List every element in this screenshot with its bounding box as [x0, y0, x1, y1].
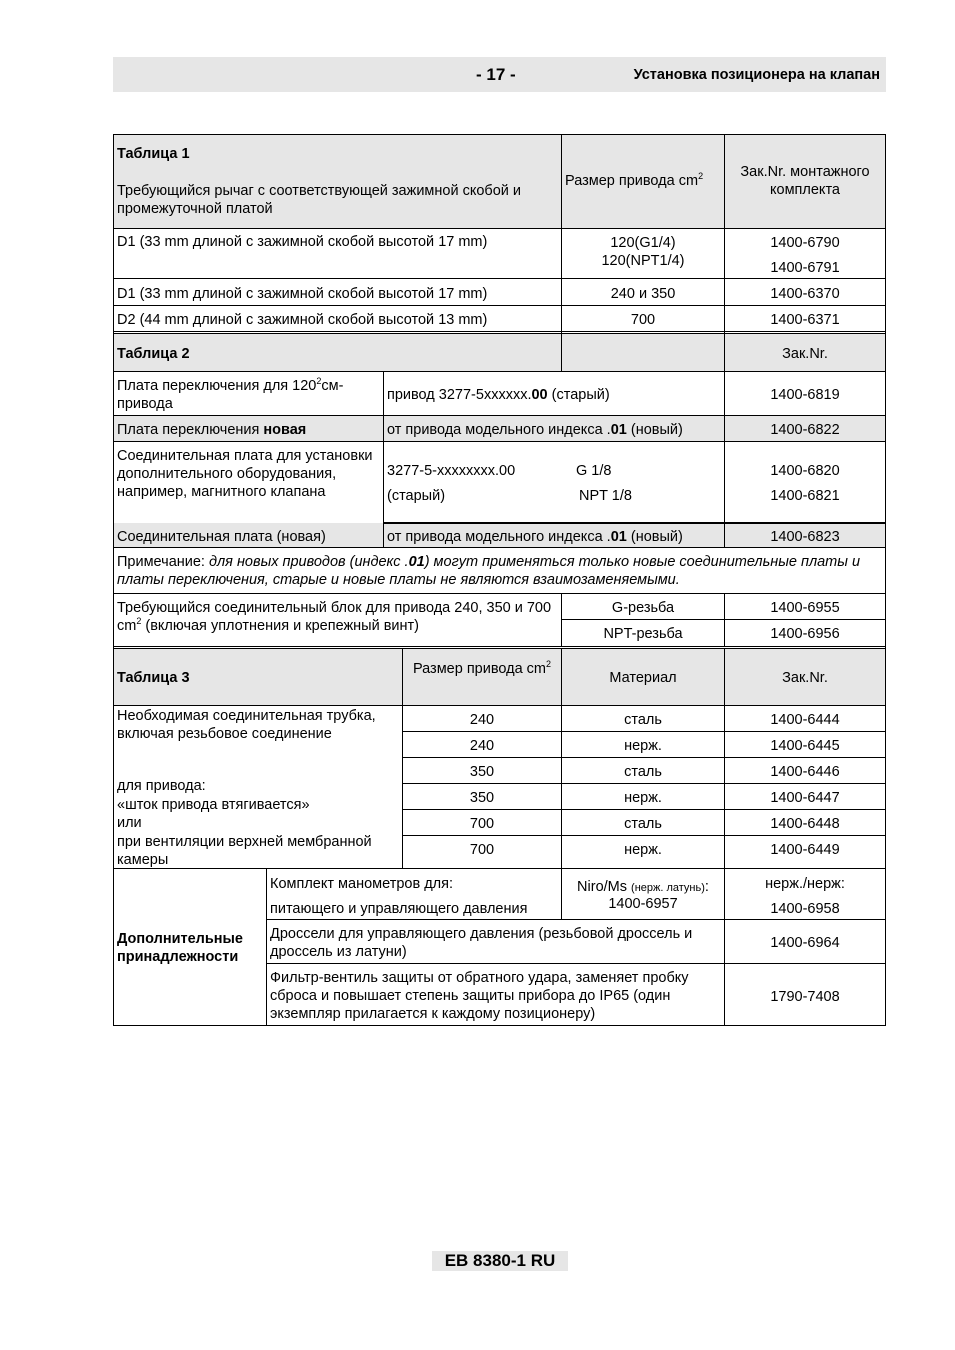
t2-r3-thread2: NPT 1/8: [579, 488, 632, 504]
t1-row1-nr2: 1400-6791: [770, 260, 840, 276]
acc-throttle-nr: 1400-6964: [770, 935, 840, 951]
acc-ss: нерж./нерж:: [765, 876, 845, 892]
t1-col-size: Размер привода $cm^2$: [565, 171, 704, 189]
t3-row1-size: 240: [469, 712, 495, 728]
t2-block-text: Требующийся соединительный блок для привода 240, 350 и 700 $cm^2$ (включая уплотнения и крепежный винт): [117, 600, 552, 634]
t1-row1-size2: 120(NPT1/4): [601, 253, 685, 269]
t3-col-size: Размер привода $cm^2$: [412, 659, 552, 677]
t2-r3-nr2: 1400-6821: [770, 488, 840, 504]
t3-desc-stem: «шток привода втягивается»: [117, 797, 310, 813]
acc-ss-nr: 1400-6958: [770, 901, 840, 917]
t2-r1-item: Плата переключения для $120^2см$-привода: [117, 376, 344, 412]
t3-row4-nr: 1400-6447: [770, 790, 840, 806]
t1-col-kit: Зак.Nr. монтажного комплекта: [740, 164, 870, 198]
t3-desc-vent: при вентиляции верхней мембранной камеры: [117, 834, 372, 868]
t2-r3-item: Соединительная плата для установки дополнительного оборудования, например, магнитного клапана: [117, 448, 373, 500]
t3-col-nr: Зак.Nr.: [782, 670, 828, 686]
t1-row3-lever: D2 (44 mm длиной с зажимной скобой высотой 13 mm): [117, 312, 488, 328]
t1-row2-size: 240 и 350: [610, 286, 676, 302]
t3-col-material: Материал: [609, 670, 677, 686]
t1-row3-size: 700: [630, 312, 656, 328]
t2-block-g-nr: 1400-6955: [770, 600, 840, 616]
t3-row3-material: сталь: [624, 764, 662, 780]
t3-title: Таблица 3: [117, 670, 190, 686]
t2-r1-drive: привод 3277-5xxxxxx.00 (старый): [387, 387, 610, 403]
t2-r3-nr1: 1400-6820: [770, 463, 840, 479]
t3-row6-size: 700: [469, 842, 495, 858]
t1-row2-lever: D1 (33 mm длиной с зажимной скобой высотой 17 mm): [117, 286, 488, 302]
t2-r2-item: Плата переключения новая: [117, 422, 307, 438]
t1-row3-nr: 1400-6371: [770, 312, 840, 328]
t2-r2-nr: 1400-6822: [770, 422, 840, 438]
t1-title: Таблица 1: [117, 146, 190, 162]
t3-row2-material: нерж.: [624, 738, 662, 754]
t1-row1-nr1: 1400-6790: [770, 235, 840, 251]
t3-row1-nr: 1400-6444: [770, 712, 840, 728]
page-header-title: Установка позиционера на клапан: [633, 67, 880, 83]
t3-row4-size: 350: [469, 790, 495, 806]
t2-r4-nr: 1400-6823: [770, 529, 840, 545]
document-code: EB 8380-1 RU: [432, 1251, 568, 1271]
t2-note: Примечание: для новых приводов (индекс .01) могут применяться только новые соединительные платы и платы переключения, старые и новые платы не являются взаимозаменяемыми.: [117, 554, 861, 588]
t3-row5-size: 700: [469, 816, 495, 832]
t2-r4-item: Соединительная плата (новая): [117, 529, 326, 545]
t3-row2-nr: 1400-6445: [770, 738, 840, 754]
acc-niro-nr: 1400-6957: [608, 896, 678, 912]
t3-row5-material: сталь: [624, 816, 662, 832]
t2-col-nr: Зак.Nr.: [782, 346, 828, 362]
t3-desc-tube: Необходимая соединительная трубка, включая резьбовое соединение: [117, 708, 376, 742]
acc-filter-nr: 1790-7408: [770, 989, 840, 1005]
acc-filter: Фильтр-вентиль защиты от обратного удара, заменяет пробку сброса и повышает степень защиты прибора до IP65 (один экземпляр прилагается к каждому позиционеру): [270, 970, 689, 1022]
t3-row4-material: нерж.: [624, 790, 662, 806]
t1-description: Требующийся рычаг с соответствующей зажимной скобой и промежуточной платой: [117, 183, 522, 217]
t2-title: Таблица 2: [117, 346, 190, 362]
t3-row3-nr: 1400-6446: [770, 764, 840, 780]
t2-r3-thread1: G 1/8: [576, 463, 612, 479]
t2-block-npt-nr: 1400-6956: [770, 626, 840, 642]
t3-desc-drive: для привода:: [117, 778, 206, 794]
t3-row3-size: 350: [469, 764, 495, 780]
page-number: - 17 -: [476, 65, 516, 84]
acc-niro: Niro/Ms (нерж. латунь):: [577, 879, 709, 895]
t2-r3-drive1: 3277-5-xxxxxxxx.00: [387, 463, 516, 479]
t2-r2-drive: от привода модельного индекса .01 (новый): [387, 422, 683, 438]
t1-row1-size1: 120(G1/4): [610, 235, 676, 251]
t3-row6-material: нерж.: [624, 842, 662, 858]
t2-block-g: G-резьба: [611, 600, 675, 616]
t2-r4-drive: от привода модельного индекса .01 (новый): [387, 529, 683, 545]
t3-desc-or: или: [117, 815, 142, 831]
acc-throttle: Дроссели для управляющего давления (резьбовой дроссель и дроссель из латуни): [270, 926, 693, 960]
t1-row2-nr: 1400-6370: [770, 286, 840, 302]
t2-r3-drive2: (старый): [387, 488, 446, 504]
t3-row2-size: 240: [469, 738, 495, 754]
accessories-label: Дополнительные принадлежности: [117, 931, 243, 965]
t3-row5-nr: 1400-6448: [770, 816, 840, 832]
acc-gauge-line1: Комплект манометров для:: [270, 876, 453, 892]
t2-r1-nr: 1400-6819: [770, 387, 840, 403]
t1-row1-lever: D1 (33 mm длиной с зажимной скобой высотой 17 mm): [117, 234, 488, 250]
acc-gauge-line2: питающего и управляющего давления: [270, 901, 528, 917]
t2-block-npt: NPT-резьба: [603, 626, 683, 642]
t3-row6-nr: 1400-6449: [770, 842, 840, 858]
t3-row1-material: сталь: [624, 712, 662, 728]
